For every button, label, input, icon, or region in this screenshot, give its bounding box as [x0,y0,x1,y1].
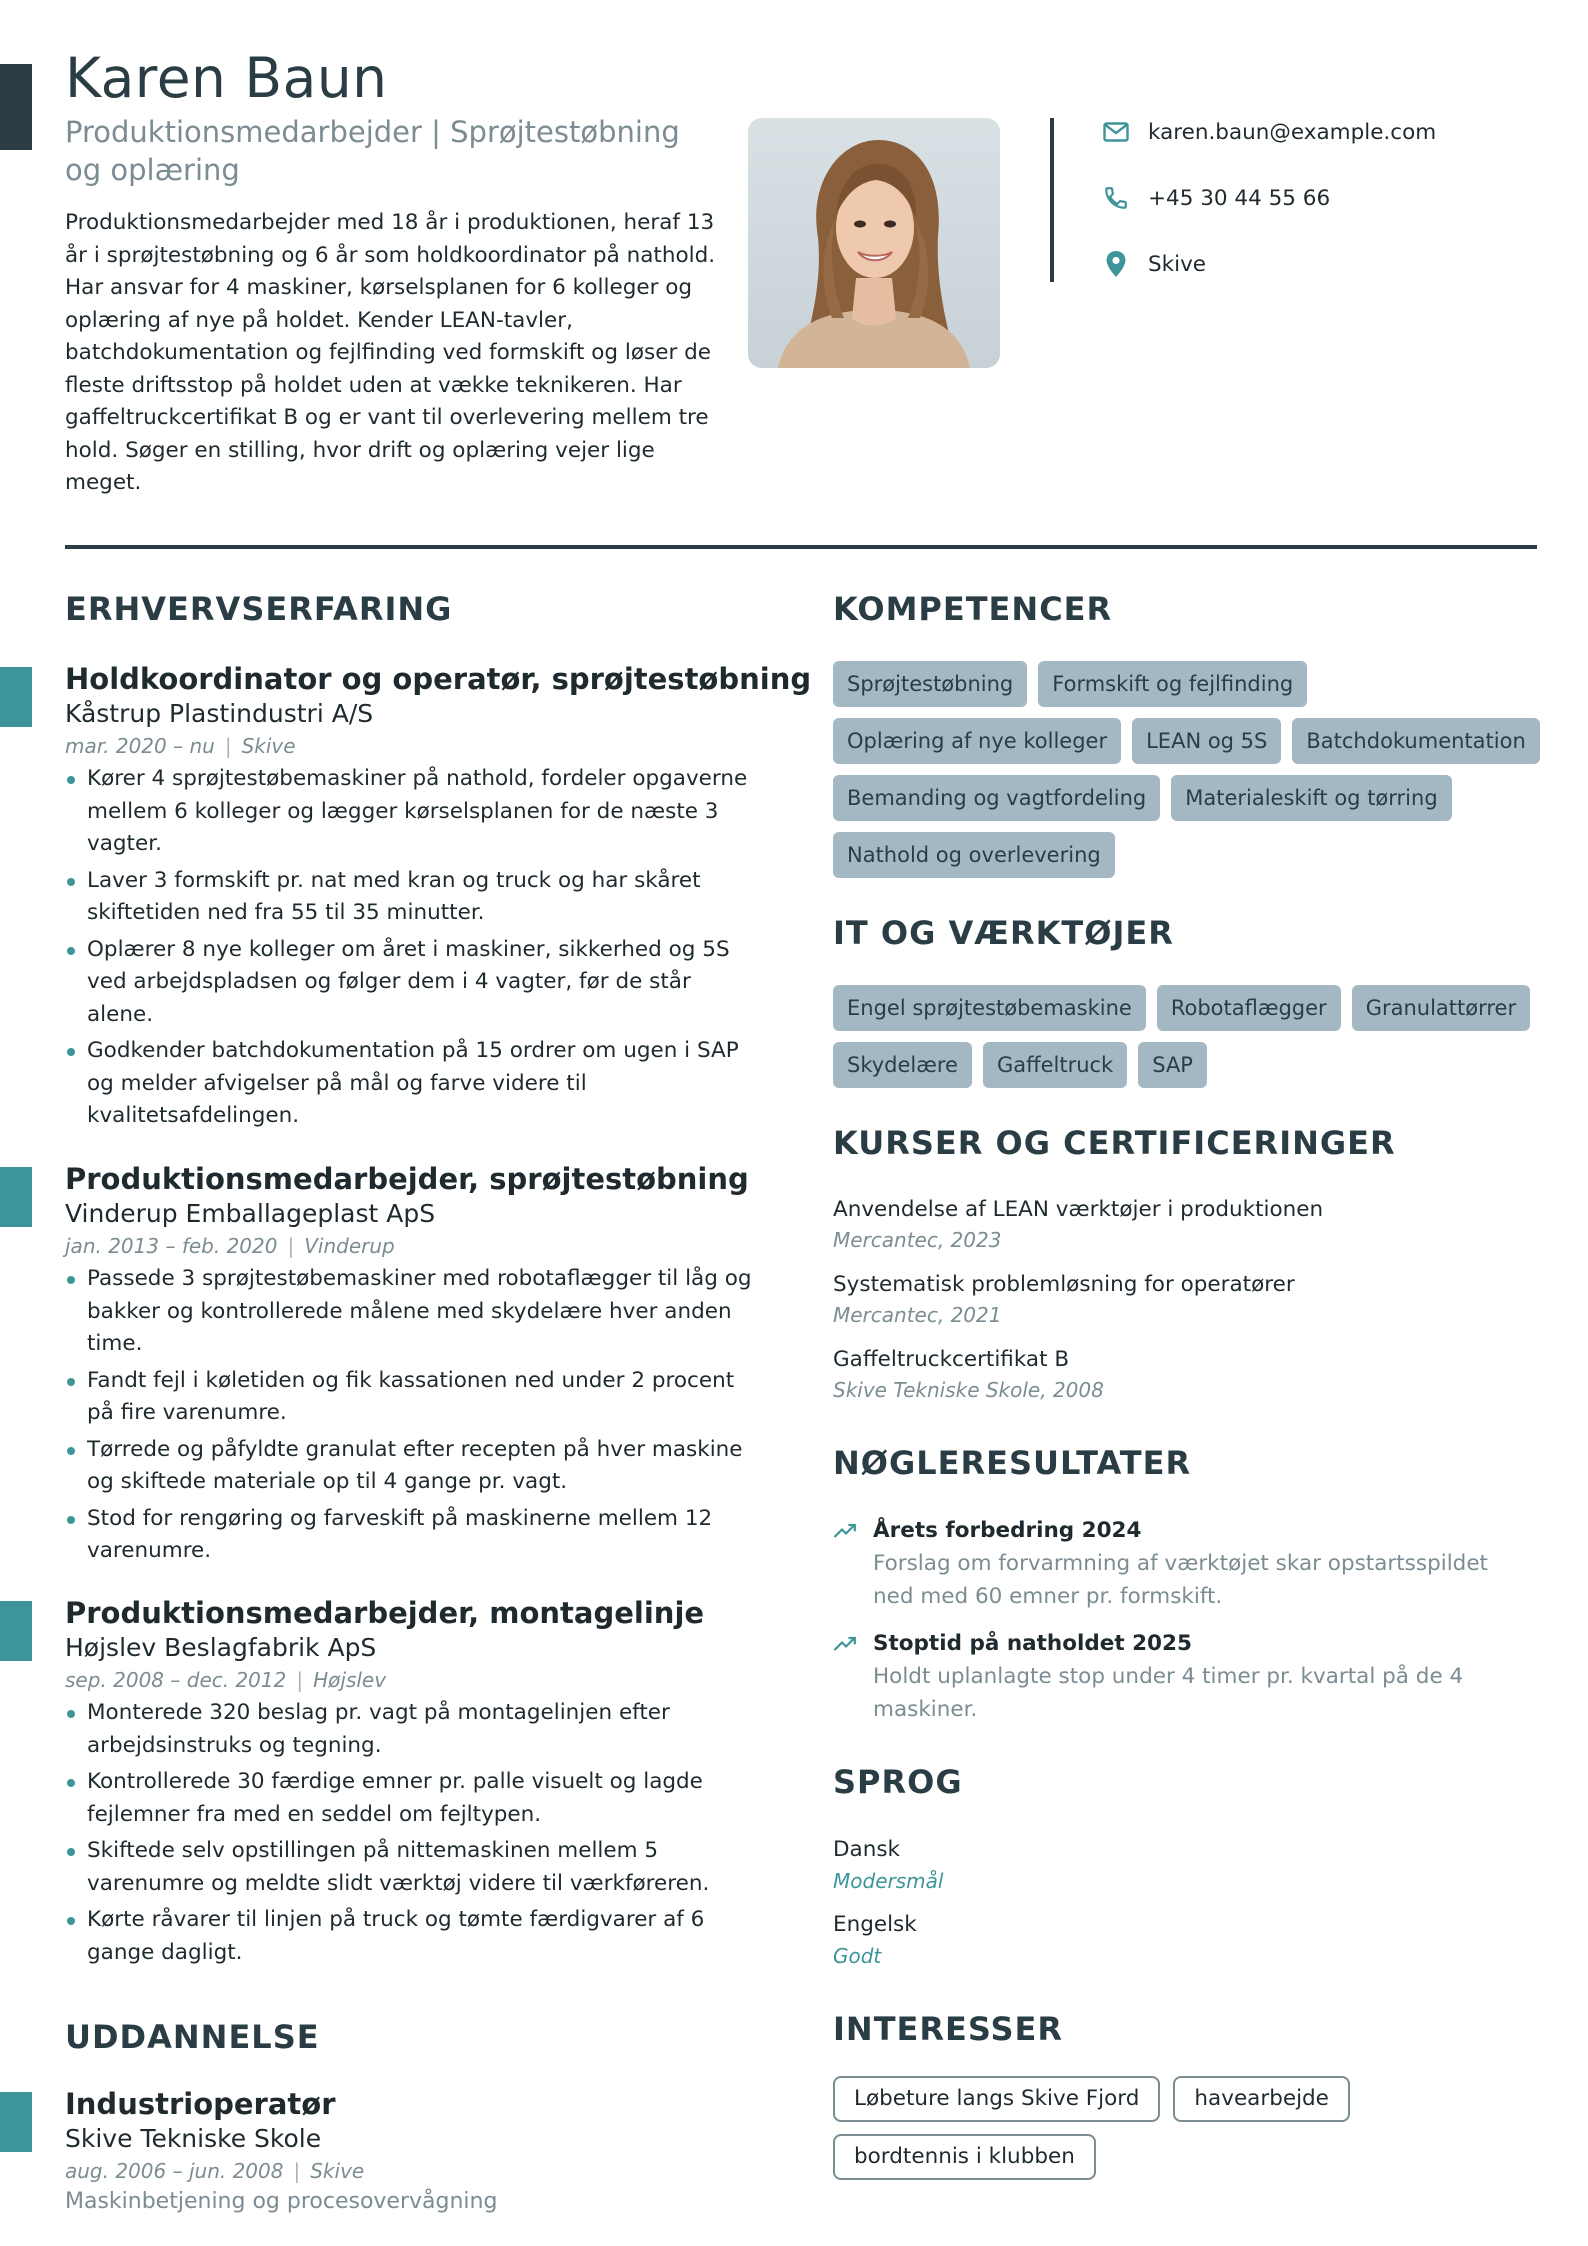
skill-tag: Bemanding og vagtfordeling [833,775,1160,821]
language-name: Engelsk [833,1912,917,1937]
bullet-list [65,1263,755,1568]
education-location: Skive [310,2159,365,2183]
entry-accent-bar [0,1167,32,1227]
language-name: Dansk [833,1837,901,1862]
course-item [833,1345,1533,1405]
bullet-item: Passede 3 sprøjtestøbemaskiner med robotaflægger til låg og bakker og kontrollerede målene med skydelære hver anden time. [65,1263,755,1361]
bullet-item: Laver 3 formskift pr. nat med kran og truck og har skåret skiftetiden ned fra 55 til 35 minutter. [65,865,755,930]
tool-tag: SAP [1138,1042,1207,1088]
job-meta: sep. 2008 – dec. 2012 | Højslev [65,1668,387,1692]
trending-up-icon [833,1520,859,1542]
company-name: Vinderup Emballageplast ApS [65,1199,436,1228]
bullet-item: Kontrollerede 30 færdige emner pr. palle visuelt og lagde fejlemner fra med en seddel om fejltypen. [65,1766,755,1831]
tool-tag: Skydelære [833,1042,972,1088]
bullet-item: Godkender batchdokumentation på 15 ordrer om ugen i SAP og melder afvigelser på mål og farve videre til kvalitetsafdelingen. [65,1035,755,1133]
bullet-item: Kører 4 sprøjtestøbemaskiner på nathold, fordeler opgaverne mellem 6 kolleger og lægger kørselsplanen for de næste 3 vagter. [65,763,755,861]
course-name: Systematisk problemløsning for operatører [833,1272,1295,1297]
education-meta: aug. 2006 – jun. 2008 | Skive [65,2159,365,2183]
bullet-item: Oplærer 8 nye kolleger om året i maskiner, sikkerhed og 5S ved arbejdspladsen og følger dem i 4 vagter, før de står alene. [65,934,755,1032]
tools-tag-list [833,985,1543,1088]
location-pin-icon [1102,250,1130,278]
entry-accent-bar [0,667,32,727]
experience-entry [65,661,812,1137]
candidate-name: Karen Baun [65,46,388,110]
bullet-item: Skiftede selv opstillingen på nittemaskinen mellem 5 varenumre og meldte slidt værktøj videre til værkføreren. [65,1835,755,1900]
course-item [833,1195,1533,1255]
experience-entry [65,1595,755,1973]
contact-phone[interactable] [1102,182,1436,214]
course-name: Anvendelse af LEAN værktøjer i produktionen [833,1197,1324,1222]
job-title: Holdkoordinator og operatør, sprøjtestøbning [65,662,812,696]
contact-list [1102,116,1436,314]
section-title-education: UDDANNELSE [65,2018,320,2056]
course-meta: Mercantec, 2023 [833,1228,1002,1252]
section-title-tools: IT OG VÆRKTØJER [833,914,1174,952]
tool-tag: Robotaflægger [1157,985,1341,1031]
job-dates: jan. 2013 – feb. 2020 [65,1234,278,1258]
skill-tag: LEAN og 5S [1132,718,1281,764]
mail-icon [1102,118,1130,146]
profile-summary: Produktionsmedarbejder med 18 år i produktionen, heraf 13 år i sprøjtestøbning og 6 år som holdkoordinator på nathold. Har ansvar for 4 maskiner, kørselsplanen for 6 kolleger og oplæring af nye på holdet. Kender LEAN-tavler, batchdokumentation og fejlfinding ved formskift og løser de fleste driftsstop på holdet uden at vække teknikeren. Har gaffeltruckcertifikat B og er vant til overlevering mellem tre hold. Søger en stilling, hvor drift og oplæring vejer lige meget. [65,210,716,495]
language-item [833,1834,943,1896]
bullet-item: Kørte råvarer til linjen på truck og tømte færdigvarer af 6 gange dagligt. [65,1904,755,1969]
phone-text[interactable]: +45 30 44 55 66 [1148,185,1331,211]
phone-icon [1102,184,1130,212]
section-title-languages: SPROG [833,1763,963,1801]
skills-tag-list [833,661,1543,878]
skill-tag: Materialeskift og tørring [1171,775,1451,821]
contact-divider [1050,118,1054,282]
result-item [833,1628,1533,1726]
job-dates: mar. 2020 – nu [65,734,215,758]
interest-tag: bordtennis i klubben [833,2134,1096,2180]
skill-tag: Formskift og fejlfinding [1038,661,1307,707]
bullet-list [65,1697,755,1969]
skill-tag: Batchdokumentation [1292,718,1539,764]
course-meta: Mercantec, 2021 [833,1303,1002,1327]
job-title: Produktionsmedarbejder, sprøjtestøbning [65,1162,749,1196]
interests-list [833,2076,1533,2180]
course-item [833,1270,1533,1330]
job-title: Produktionsmedarbejder, montagelinje [65,1596,705,1630]
candidate-title: Produktionsmedarbejder | Sprøjtestøbning og oplæring [65,115,680,187]
bullet-item: Monterede 320 beslag pr. vagt på montagelinjen efter arbejdsinstruks og tegning. [65,1697,755,1762]
bullet-item: Fandt fejl i køletiden og fik kassationen ned under 2 procent på fire varenumre. [65,1365,755,1430]
company-name: Kåstrup Plastindustri A/S [65,699,374,728]
interest-tag: Løbeture langs Skive Fjord [833,2076,1160,2122]
section-title-courses: KURSER OG CERTIFICERINGER [833,1124,1396,1162]
contact-location [1102,248,1436,280]
language-level: Godt [833,1944,882,1968]
bullet-item: Stod for rengøring og farveskift på maskinerne mellem 12 varenumre. [65,1503,755,1568]
job-location: Skive [241,734,296,758]
skill-tag: Oplæring af nye kolleger [833,718,1121,764]
tool-tag: Engel sprøjtestøbemaskine [833,985,1146,1031]
degree-title: Industrioperatør [65,2087,336,2121]
interest-tag: havearbejde [1173,2076,1350,2122]
header-accent-bar [0,64,32,150]
result-description: Forslag om forvarmning af værktøjet skar opstartsspildet ned med 60 emner pr. formskift. [873,1551,1488,1609]
contact-email[interactable] [1102,116,1436,148]
education-entry [65,2086,755,2218]
tool-tag: Granulattørrer [1352,985,1530,1031]
bullet-list [65,763,755,1133]
school-name: Skive Tekniske Skole [65,2124,322,2153]
job-dates: sep. 2008 – dec. 2012 [65,1668,287,1692]
section-title-experience: ERHVERVSERFARING [65,590,453,628]
course-meta: Skive Tekniske Skole, 2008 [833,1378,1104,1402]
entry-accent-bar [0,1601,32,1661]
job-location: Vinderup [304,1234,395,1258]
skill-tag: Nathold og overlevering [833,832,1115,878]
result-description: Holdt uplanlagte stop under 4 timer pr. kvartal på de 4 maskiner. [873,1664,1464,1722]
profile-photo [748,118,1000,368]
location-text: Skive [1148,251,1207,277]
section-title-results: NØGLERESULTATER [833,1444,1192,1482]
email-text[interactable]: karen.baun@example.com [1148,119,1437,145]
tool-tag: Gaffeltruck [983,1042,1127,1088]
header-divider [65,545,1537,549]
experience-entry [65,1161,755,1572]
result-item [833,1515,1533,1613]
company-name: Højslev Beslagfabrik ApS [65,1633,377,1662]
bullet-item: Tørrede og påfyldte granulat efter recepten på hver maskine og skiftede materiale op til 4 gange pr. vagt. [65,1434,755,1499]
entry-accent-bar [0,2092,32,2152]
result-title: Stoptid på natholdet 2025 [873,1631,1192,1656]
job-location: Højslev [313,1668,387,1692]
education-dates: aug. 2006 – jun. 2008 [65,2159,284,2183]
section-title-skills: KOMPETENCER [833,590,1113,628]
course-name: Gaffeltruckcertifikat B [833,1347,1070,1372]
language-item [833,1909,917,1971]
section-title-interests: INTERESSER [833,2010,1064,2048]
job-meta: jan. 2013 – feb. 2020 | Vinderup [65,1234,395,1258]
skill-tag: Sprøjtestøbning [833,661,1027,707]
education-description: Maskinbetjening og procesovervågning [65,2189,498,2214]
job-meta: mar. 2020 – nu | Skive [65,734,296,758]
language-level: Modersmål [833,1869,944,1893]
trending-up-icon [833,1633,859,1655]
result-title: Årets forbedring 2024 [873,1518,1142,1543]
